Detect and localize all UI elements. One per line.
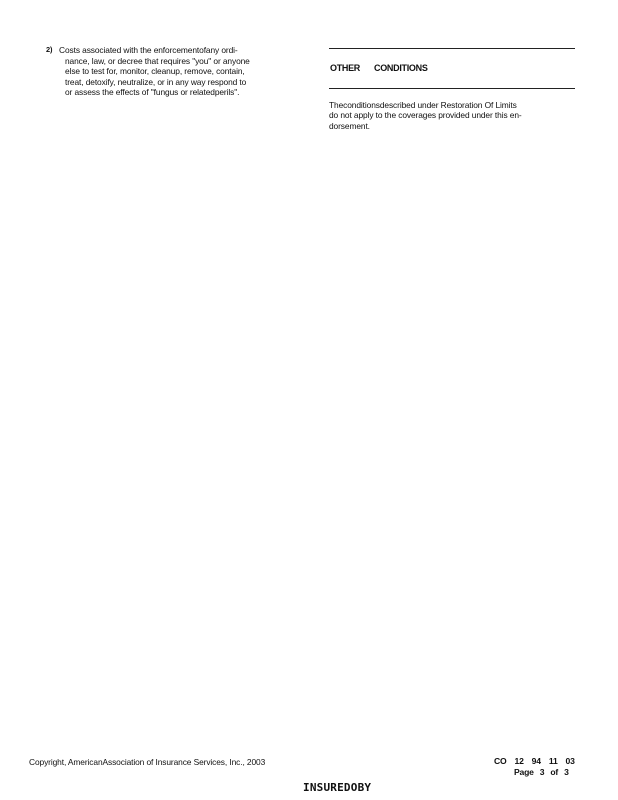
item-text-line: else to test for, monitor, cleanup, remove, contain, [65, 66, 245, 77]
watermark-text: INSUREDOBY [303, 781, 372, 794]
form-number-part: 11 [548, 756, 558, 766]
form-number-part: 03 [565, 756, 575, 766]
section-heading-word: CONDITIONS [374, 63, 428, 73]
copyright-notice: Copyright, AmericanAssociation of Insurance Services, Inc., 2003 [29, 757, 266, 767]
page-of: of [550, 767, 559, 777]
section-body [329, 100, 575, 131]
item-text-line: nance, law, or decree that requires "you" or anyone [65, 55, 250, 66]
section-heading-word: OTHER [330, 63, 361, 73]
page-current: 3 [539, 767, 545, 777]
item-text-line: treat, detoxify, neutralize, or in any way respond to [65, 76, 247, 87]
body-text-line: dorsement. [329, 120, 370, 131]
body-text-line: Theconditionsdescribed under Restoration Of Limits [329, 100, 517, 110]
form-number-part: CO [494, 756, 507, 766]
form-number [494, 756, 575, 766]
item-number: 2) [46, 45, 53, 54]
page-label: Page [514, 767, 534, 777]
item-text-line: or assess the effects of "fungus or relatedperils". [65, 87, 240, 98]
section-top-rule [329, 48, 575, 49]
numbered-item [46, 45, 298, 98]
section-heading [330, 63, 575, 74]
form-number-part: 94 [531, 756, 541, 766]
section-bottom-rule [329, 88, 575, 89]
page-total: 3 [564, 767, 569, 777]
page-indicator [514, 767, 569, 777]
right-column [329, 48, 575, 131]
form-number-part: 12 [514, 756, 524, 766]
left-column [46, 45, 298, 98]
item-text-line: Costs associated with the enforcementofany ordi- [59, 45, 238, 55]
body-text-line: do not apply to the coverages provided under this en- [329, 110, 522, 121]
